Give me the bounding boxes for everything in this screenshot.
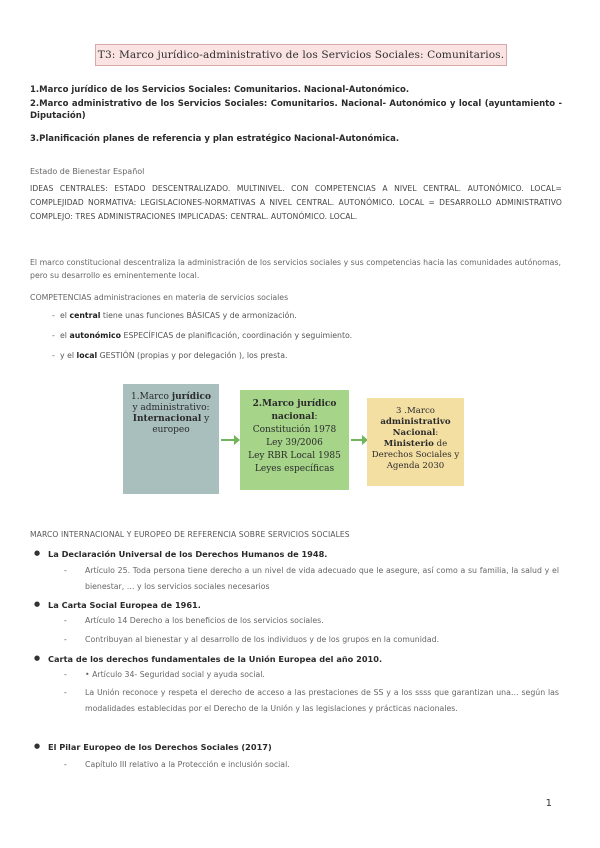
page-number: 1 xyxy=(545,798,552,809)
sub-text: Capítulo III relativo a la Protección e inclusión social. xyxy=(85,760,290,769)
section-heading: MARCO INTERNACIONAL Y EUROPEO DE REFERENCIA SOBRE SERVICIOS SOCIALES xyxy=(30,530,350,539)
dash-marker: - xyxy=(64,616,67,625)
index-item-3: 3.Planificación planes de referencia y plan estratégico Nacional-Autonómica. xyxy=(30,134,400,144)
box-text: y administrativo: xyxy=(132,403,210,413)
box-bold: Internacional xyxy=(132,414,202,424)
sub-item xyxy=(64,613,559,629)
keyword-autonomico: autonómico xyxy=(69,331,122,340)
sub-item xyxy=(64,563,559,595)
box-bold: nacional xyxy=(271,412,315,422)
sub-item xyxy=(64,632,559,648)
bullet-carta-derechos: ● Carta de los derechos fundamentales de la Unión Europea del año 2010. xyxy=(48,654,382,664)
box-bold: Ministerio xyxy=(383,439,434,449)
page-title: T3: Marco jurídico-administrativo de los Servicios Sociales: Comunitarios. xyxy=(95,44,507,66)
arrow-right-icon xyxy=(351,439,363,441)
bullet-pilar-europeo: ● El Pilar Europeo de los Derechos Sociales (2017) xyxy=(48,742,272,752)
box-item: Ley RBR Local 1985 xyxy=(248,451,341,461)
box-text: y xyxy=(201,414,210,424)
marco-nacional-box xyxy=(240,390,349,490)
sub-text: • Artículo 34- Seguridad social y ayuda social. xyxy=(85,670,265,679)
dash-marker: - xyxy=(64,566,67,575)
box-text: Derechos Sociales y xyxy=(371,450,460,460)
box-item: Constitución 1978 xyxy=(252,425,337,435)
box-bold: Nacional xyxy=(392,428,436,438)
bullet-declaracion: ● La Declaración Universal de los Derechos Humanos de 1948. xyxy=(48,549,327,559)
box-bold: 2.Marco xyxy=(252,399,298,409)
box-text: europeo xyxy=(152,425,190,435)
dash-marker: - xyxy=(64,760,67,769)
box-text: 3 .Marco xyxy=(396,406,435,416)
dash-marker: - xyxy=(64,688,67,697)
box-bold: jurídico xyxy=(171,392,211,402)
marco-administrativo-box xyxy=(367,398,464,486)
competencia-central xyxy=(52,310,297,322)
marco-constitucional-text: El marco constitucional descentraliza la administración de los servicios sociales y sus competencias hacia las comunidades autónomas, pero su desarrollo es eminentemente local. xyxy=(30,258,561,280)
dash-marker: - xyxy=(52,311,55,320)
competencia-local xyxy=(52,350,288,362)
sub-item xyxy=(64,667,559,683)
index-item-1: 1.Marco jurídico de los Servicios Sociales: Comunitarios. Nacional-Autonómico. xyxy=(30,85,410,95)
box-text: Agenda 2030 xyxy=(386,461,445,471)
text-post: tiene unas funciones BÁSICAS y de armonización. xyxy=(100,311,297,320)
arrow-right-icon xyxy=(221,439,235,441)
box-text: : xyxy=(314,412,318,422)
dash-marker: - xyxy=(64,670,67,679)
sub-text: Contribuyan al bienestar y al desarrollo de los individuos y de los grupos en la comunidad. xyxy=(85,635,440,644)
text-pre: el xyxy=(60,331,70,340)
marco-internacional-box xyxy=(123,384,219,494)
sub-item xyxy=(64,757,559,773)
text-post: ESPECÍFICAS de planificación, coordinación y seguimiento. xyxy=(121,331,353,340)
sub-text: Artículo 14 Derecho a los beneficios de los servicios sociales. xyxy=(85,616,324,625)
ideas-centrales-text: IDEAS CENTRALES: ESTADO DESCENTRALIZADO. MULTINIVEL. CON COMPETENCIAS A NIVEL CENTRAL. AUTONÓMICO. LOCAL= COMPLEJIDAD NORMATIVA: LEGISLACIONES-NORMATIVAS A NIVEL CENTRAL. AUTONÓMICO. LOCAL = DESARROLLO ADMINISTRATIVO COMPLEJO: TRES ADMINISTRACIONES IMPLICADAS: CENTRAL. AUTONÓMICO. LOCAL. xyxy=(30,184,562,221)
dash-marker: - xyxy=(52,331,55,340)
box-text: 1.Marco xyxy=(131,392,172,402)
bullet-carta-social: ● La Carta Social Europea de 1961. xyxy=(48,600,201,610)
box-text: de xyxy=(433,439,448,449)
sub-text: Artículo 25. Toda persona tiene derecho a un nivel de vida adecuado que le asegure, así como a su familia, la salud y el bienestar, … y los servicios sociales necesarios xyxy=(85,566,559,591)
box-item: Ley 39/2006 xyxy=(266,438,323,448)
box-text: : xyxy=(435,428,439,438)
text-post: GESTIÓN (propias y por delegación ), los presta. xyxy=(97,351,288,360)
box-bold: administrativo xyxy=(380,417,451,427)
box-bold: jurídico xyxy=(297,399,337,409)
text-pre: y el xyxy=(60,351,77,360)
estado-bienestar-heading: Estado de Bienestar Español xyxy=(30,167,145,176)
keyword-central: central xyxy=(69,311,101,320)
keyword-local: local xyxy=(76,351,98,360)
competencia-autonomico xyxy=(52,330,353,342)
sub-item xyxy=(64,685,559,717)
index-item-2: 2.Marco administrativo de los Servicios Sociales: Comunitarios. Nacional- Autonómico y local (ayuntamiento -Diputación) xyxy=(30,99,562,121)
dash-marker: - xyxy=(52,351,55,360)
box-item: Leyes específicas xyxy=(254,464,335,474)
sub-text: La Unión reconoce y respeta el derecho de acceso a las prestaciones de SS y a los ssss que garantizan una… según las modalidades establecidas por el Derecho de la Unión y las legislaciones y prácticas nacionales. xyxy=(85,688,559,713)
text-pre: el xyxy=(60,311,70,320)
competencias-heading: COMPETENCIAS administraciones en materia de servicios sociales xyxy=(30,293,289,302)
dash-marker: - xyxy=(64,635,67,644)
